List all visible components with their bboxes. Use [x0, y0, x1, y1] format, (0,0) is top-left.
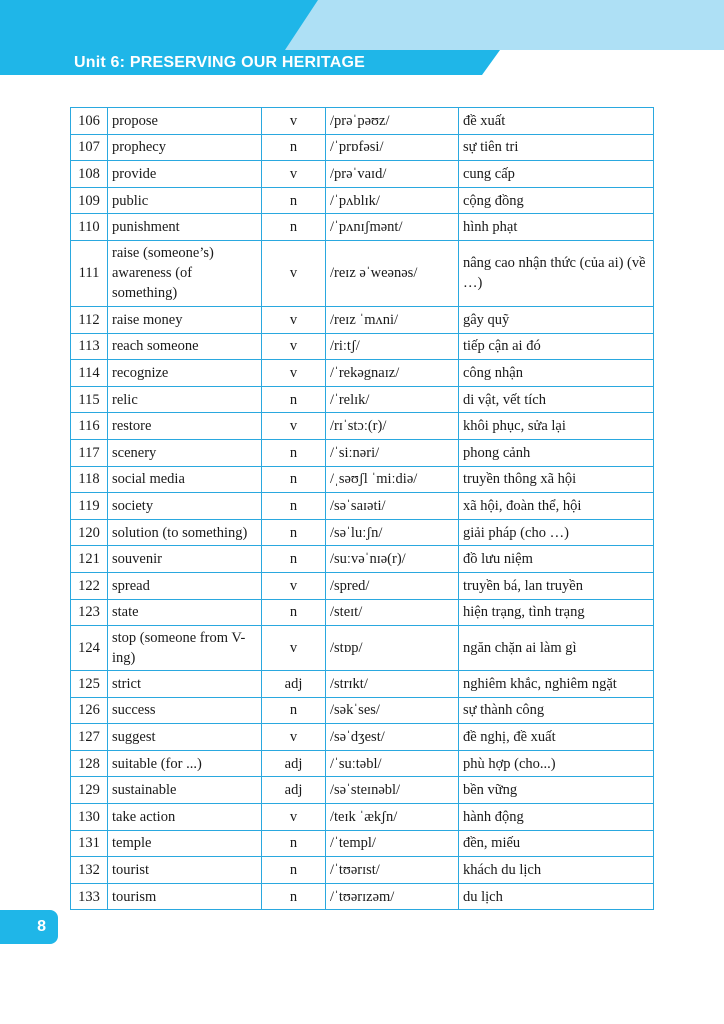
- pronunciation-cell: /ˈprɒfəsi/: [326, 134, 459, 161]
- table-row: [71, 240, 654, 306]
- word-cell: reach someone: [108, 333, 262, 360]
- row-number: 109: [71, 187, 108, 214]
- word-cell: sustainable: [108, 777, 262, 804]
- word-cell: take action: [108, 804, 262, 831]
- meaning-cell: công nhận: [459, 360, 654, 387]
- pronunciation-cell: /ˈpʌnɪʃmənt/: [326, 214, 459, 241]
- pronunciation-cell: /ˌsəʊʃl ˈmiːdiə/: [326, 466, 459, 493]
- table-row: [71, 883, 654, 910]
- pronunciation-cell: /strɪkt/: [326, 671, 459, 698]
- word-cell: society: [108, 493, 262, 520]
- table-row: [71, 108, 654, 135]
- row-number: 106: [71, 108, 108, 135]
- row-number: 118: [71, 466, 108, 493]
- pronunciation-cell: /ˈrekəgnaɪz/: [326, 360, 459, 387]
- row-number: 121: [71, 546, 108, 573]
- part-of-speech-cell: n: [262, 214, 326, 241]
- table-row: [71, 161, 654, 188]
- part-of-speech-cell: n: [262, 857, 326, 884]
- row-number: 129: [71, 777, 108, 804]
- meaning-cell: gây quỹ: [459, 306, 654, 333]
- meaning-cell: nâng cao nhận thức (của ai) (về …): [459, 240, 654, 306]
- meaning-cell: hành động: [459, 804, 654, 831]
- meaning-cell: bền vững: [459, 777, 654, 804]
- word-cell: punishment: [108, 214, 262, 241]
- part-of-speech-cell: n: [262, 883, 326, 910]
- row-number: 127: [71, 724, 108, 751]
- row-number: 126: [71, 697, 108, 724]
- page-number-tab: [0, 910, 58, 944]
- part-of-speech-cell: n: [262, 439, 326, 466]
- row-number: 131: [71, 830, 108, 857]
- pronunciation-cell: /səˈsaɪəti/: [326, 493, 459, 520]
- meaning-cell: sự tiên tri: [459, 134, 654, 161]
- pronunciation-cell: /reɪz ˈmʌni/: [326, 306, 459, 333]
- pronunciation-cell: /ˈtʊərɪzəm/: [326, 883, 459, 910]
- part-of-speech-cell: adj: [262, 777, 326, 804]
- part-of-speech-cell: v: [262, 306, 326, 333]
- meaning-cell: khách du lịch: [459, 857, 654, 884]
- table-row: [71, 777, 654, 804]
- word-cell: state: [108, 599, 262, 626]
- word-cell: prophecy: [108, 134, 262, 161]
- part-of-speech-cell: v: [262, 572, 326, 599]
- meaning-cell: hình phạt: [459, 214, 654, 241]
- table-row: [71, 519, 654, 546]
- table-row: [71, 439, 654, 466]
- part-of-speech-cell: v: [262, 413, 326, 440]
- meaning-cell: ngăn chặn ai làm gì: [459, 626, 654, 671]
- table-row: [71, 493, 654, 520]
- part-of-speech-cell: v: [262, 724, 326, 751]
- part-of-speech-cell: n: [262, 386, 326, 413]
- meaning-cell: cộng đồng: [459, 187, 654, 214]
- table-row: [71, 333, 654, 360]
- meaning-cell: đồ lưu niệm: [459, 546, 654, 573]
- row-number: 112: [71, 306, 108, 333]
- row-number: 133: [71, 883, 108, 910]
- table-row: [71, 413, 654, 440]
- word-cell: spread: [108, 572, 262, 599]
- meaning-cell: cung cấp: [459, 161, 654, 188]
- word-cell: public: [108, 187, 262, 214]
- row-number: 108: [71, 161, 108, 188]
- pronunciation-cell: /səˈsteɪnəbl/: [326, 777, 459, 804]
- meaning-cell: đề xuất: [459, 108, 654, 135]
- word-cell: temple: [108, 830, 262, 857]
- table-row: [71, 214, 654, 241]
- word-cell: scenery: [108, 439, 262, 466]
- meaning-cell: truyền thông xã hội: [459, 466, 654, 493]
- table-row: [71, 466, 654, 493]
- table-row: [71, 750, 654, 777]
- pronunciation-cell: /ˈrelɪk/: [326, 386, 459, 413]
- pronunciation-cell: /suːvəˈnɪə(r)/: [326, 546, 459, 573]
- meaning-cell: phù hợp (cho...): [459, 750, 654, 777]
- pronunciation-cell: /ˈsiːnəri/: [326, 439, 459, 466]
- meaning-cell: phong cảnh: [459, 439, 654, 466]
- word-cell: provide: [108, 161, 262, 188]
- row-number: 110: [71, 214, 108, 241]
- meaning-cell: giải pháp (cho …): [459, 519, 654, 546]
- row-number: 107: [71, 134, 108, 161]
- word-cell: stop (someone from V-ing): [108, 626, 262, 671]
- table-row: [71, 546, 654, 573]
- part-of-speech-cell: v: [262, 333, 326, 360]
- word-cell: tourism: [108, 883, 262, 910]
- word-cell: propose: [108, 108, 262, 135]
- table-row: [71, 187, 654, 214]
- row-number: 113: [71, 333, 108, 360]
- row-number: 128: [71, 750, 108, 777]
- row-number: 120: [71, 519, 108, 546]
- part-of-speech-cell: v: [262, 360, 326, 387]
- word-cell: relic: [108, 386, 262, 413]
- meaning-cell: sự thành công: [459, 697, 654, 724]
- part-of-speech-cell: n: [262, 599, 326, 626]
- part-of-speech-cell: v: [262, 161, 326, 188]
- pronunciation-cell: /ˈpʌblɪk/: [326, 187, 459, 214]
- meaning-cell: đề nghị, đề xuất: [459, 724, 654, 751]
- word-cell: social media: [108, 466, 262, 493]
- row-number: 125: [71, 671, 108, 698]
- part-of-speech-cell: n: [262, 830, 326, 857]
- row-number: 115: [71, 386, 108, 413]
- row-number: 124: [71, 626, 108, 671]
- page-number: 8: [37, 918, 46, 935]
- table-row: [71, 804, 654, 831]
- table-row: [71, 830, 654, 857]
- word-cell: suggest: [108, 724, 262, 751]
- table-row: [71, 724, 654, 751]
- part-of-speech-cell: n: [262, 546, 326, 573]
- word-cell: raise (someone’s) awareness (of something): [108, 240, 262, 306]
- row-number: 119: [71, 493, 108, 520]
- table-row: [71, 599, 654, 626]
- table-row: [71, 306, 654, 333]
- row-number: 116: [71, 413, 108, 440]
- row-number: 114: [71, 360, 108, 387]
- part-of-speech-cell: n: [262, 493, 326, 520]
- row-number: 123: [71, 599, 108, 626]
- pronunciation-cell: /teɪk ˈækʃn/: [326, 804, 459, 831]
- word-cell: success: [108, 697, 262, 724]
- pronunciation-cell: /spred/: [326, 572, 459, 599]
- table-row: [71, 671, 654, 698]
- meaning-cell: xã hội, đoàn thể, hội: [459, 493, 654, 520]
- pronunciation-cell: /steɪt/: [326, 599, 459, 626]
- part-of-speech-cell: v: [262, 804, 326, 831]
- vocabulary-table: [70, 107, 654, 910]
- meaning-cell: du lịch: [459, 883, 654, 910]
- pronunciation-cell: /prəˈpəʊz/: [326, 108, 459, 135]
- part-of-speech-cell: adj: [262, 750, 326, 777]
- unit-title: Unit 6: PRESERVING OUR HERITAGE: [74, 54, 365, 71]
- word-cell: suitable (for ...): [108, 750, 262, 777]
- word-cell: recognize: [108, 360, 262, 387]
- pronunciation-cell: /səˈluːʃn/: [326, 519, 459, 546]
- table-row: [71, 697, 654, 724]
- pronunciation-cell: /səˈdʒest/: [326, 724, 459, 751]
- part-of-speech-cell: v: [262, 240, 326, 306]
- pronunciation-cell: /stɒp/: [326, 626, 459, 671]
- part-of-speech-cell: n: [262, 187, 326, 214]
- pronunciation-cell: /riːtʃ/: [326, 333, 459, 360]
- row-number: 111: [71, 240, 108, 306]
- table-row: [71, 134, 654, 161]
- word-cell: tourist: [108, 857, 262, 884]
- part-of-speech-cell: n: [262, 466, 326, 493]
- pronunciation-cell: /reɪz əˈweənəs/: [326, 240, 459, 306]
- meaning-cell: truyền bá, lan truyền: [459, 572, 654, 599]
- meaning-cell: hiện trạng, tình trạng: [459, 599, 654, 626]
- word-cell: raise money: [108, 306, 262, 333]
- meaning-cell: nghiêm khắc, nghiêm ngặt: [459, 671, 654, 698]
- table-row: [71, 386, 654, 413]
- pronunciation-cell: /ˈtempl/: [326, 830, 459, 857]
- row-number: 117: [71, 439, 108, 466]
- table-row: [71, 857, 654, 884]
- meaning-cell: đền, miếu: [459, 830, 654, 857]
- row-number: 132: [71, 857, 108, 884]
- meaning-cell: di vật, vết tích: [459, 386, 654, 413]
- row-number: 122: [71, 572, 108, 599]
- word-cell: souvenir: [108, 546, 262, 573]
- pronunciation-cell: /ˈtʊərɪst/: [326, 857, 459, 884]
- pronunciation-cell: /prəˈvaɪd/: [326, 161, 459, 188]
- word-cell: solution (to something): [108, 519, 262, 546]
- pronunciation-cell: /səkˈses/: [326, 697, 459, 724]
- word-cell: restore: [108, 413, 262, 440]
- meaning-cell: khôi phục, sửa lại: [459, 413, 654, 440]
- part-of-speech-cell: n: [262, 697, 326, 724]
- meaning-cell: tiếp cận ai đó: [459, 333, 654, 360]
- word-cell: strict: [108, 671, 262, 698]
- table-row: [71, 360, 654, 387]
- pronunciation-cell: /rɪˈstɔː(r)/: [326, 413, 459, 440]
- pronunciation-cell: /ˈsuːtəbl/: [326, 750, 459, 777]
- part-of-speech-cell: v: [262, 626, 326, 671]
- table-row: [71, 626, 654, 671]
- part-of-speech-cell: n: [262, 519, 326, 546]
- part-of-speech-cell: v: [262, 108, 326, 135]
- part-of-speech-cell: n: [262, 134, 326, 161]
- row-number: 130: [71, 804, 108, 831]
- table-row: [71, 572, 654, 599]
- part-of-speech-cell: adj: [262, 671, 326, 698]
